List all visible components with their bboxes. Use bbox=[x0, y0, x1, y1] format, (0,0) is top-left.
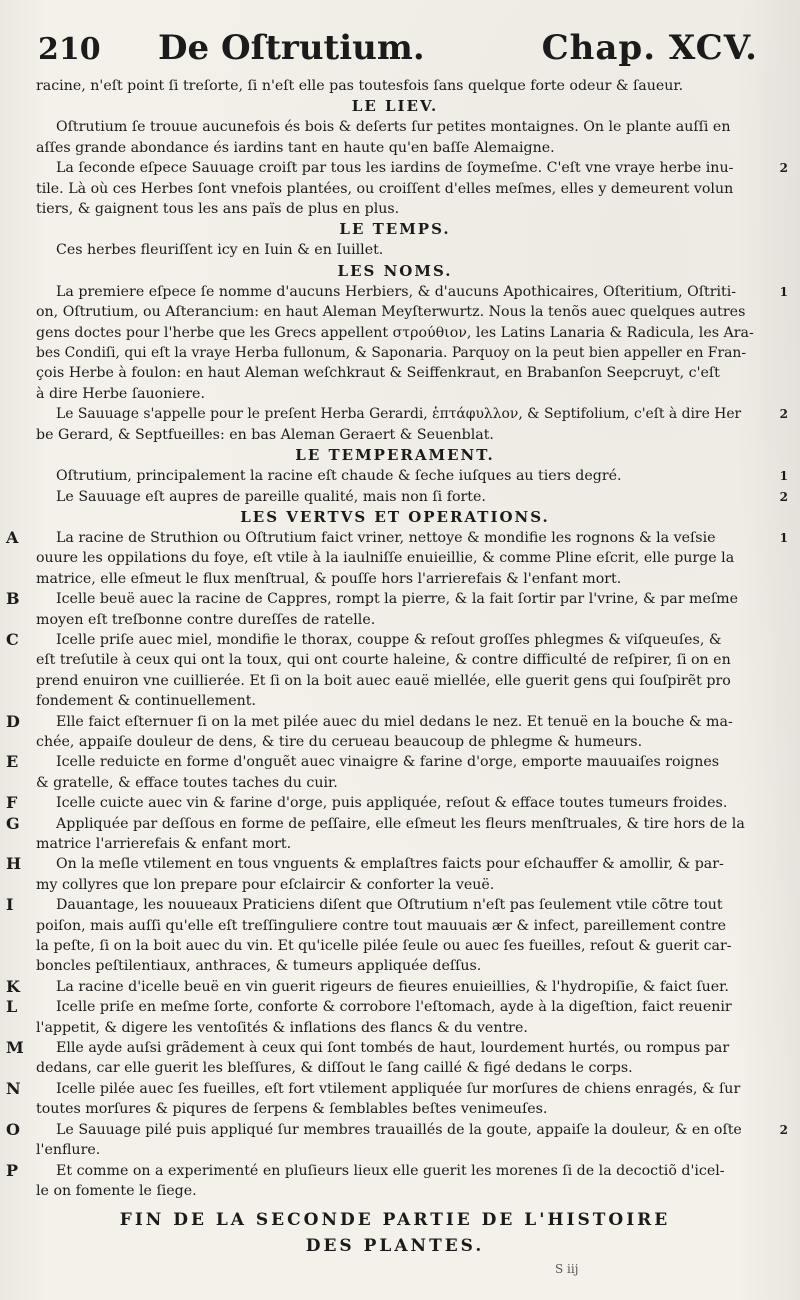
paragraph-letter: L bbox=[6, 997, 18, 1017]
text-line: tile. Là où ces Herbes ſont vnefois plantées, ou croiſſent d'elles meſmes, elles y demeurent volun bbox=[36, 180, 734, 197]
paragraph-k bbox=[6, 976, 754, 997]
text-line: chée, appaiſe douleur de dens, & tire du cerueau beaucoup de phlegme & humeurs. bbox=[36, 733, 643, 750]
closing-line-2: DES PLANTES. bbox=[305, 1236, 485, 1257]
text-line: dedans, car elle guerit les bleſſures, & diſſout le ſang caillé & figé dedans le corps. bbox=[36, 1060, 633, 1077]
page-number: 210 bbox=[38, 32, 101, 67]
section-heading-temps: LE TEMPS. bbox=[339, 220, 451, 239]
margin-number: 2 bbox=[779, 407, 788, 422]
text-line: bes Condiſi, qui eſt la vraye Herba fullonum, & Saponaria. Parquoy on la peut bien appeller en Fran- bbox=[36, 345, 747, 362]
text-line: Ces herbes fleuriſſent icy en Iuin & en Iuillet. bbox=[56, 242, 384, 259]
text-line: moyen eſt treſbonne contre dureſſes de ratelle. bbox=[36, 611, 376, 628]
paragraph-g bbox=[6, 813, 754, 855]
text-line: La premiere eſpece ſe nomme d'aucuns Herbiers, & d'aucuns Apothicaires, Oſteritium, Oſtriti- bbox=[56, 283, 737, 300]
margin-number: 2 bbox=[779, 161, 788, 176]
text-line: Icelle pilée auec ſes fueilles, eſt fort vtilement appliquée ſur morſures de chiens enragés, & ſur bbox=[56, 1080, 741, 1097]
running-title: De Oſtrutium. bbox=[158, 28, 425, 68]
paragraph-letter: P bbox=[6, 1160, 19, 1180]
paragraph-letter: H bbox=[6, 854, 22, 874]
signature-mark: S iij bbox=[555, 1262, 579, 1276]
text-line: Le Sauuage s'appelle pour le preſent Herba Gerardi, ἑπτάφυλλον, & Septifolium, c'eſt à dire Her bbox=[56, 406, 742, 423]
paragraph-letter: E bbox=[6, 752, 19, 772]
page-header bbox=[38, 28, 758, 72]
text-line: gens doctes pour l'herbe que les Grecs appellent στρούθιον, les Latins Lanaria & Radicula, les Ara- bbox=[36, 324, 754, 341]
text-line: my collyres que lon prepare pour eſclaircir & conforter la veuë. bbox=[36, 876, 495, 893]
paragraph-letter: G bbox=[6, 813, 20, 833]
text-line: matrice l'arrierefais & enfant mort. bbox=[36, 836, 292, 852]
text-line: matrice, elle eſmeut le flux menſtrual, & pouſſe hors l'arrierefais & l'enfant mort. bbox=[36, 570, 622, 587]
text-line: Oſtrutium, principalement la racine eſt chaude & ſeche iuſques au tiers degré. bbox=[56, 468, 622, 485]
text-line: Icelle cuicte auec vin & farine d'orge, puis appliquée, reſout & efface toutes tumeurs froides. bbox=[56, 795, 728, 812]
text-line: & gratelle, & efface toutes taches du cuir. bbox=[36, 774, 338, 791]
text-line: eſt treſutile à ceux qui ont la toux, qui ont courte haleine, & contre difficulté de reſpirer, ſi on en bbox=[36, 652, 731, 669]
section-heading-lieu: LE LIEV. bbox=[351, 97, 439, 116]
text-line: On la meſle vtilement en tous vnguents & emplaſtres faicts pour eſchauffer & amollir, & par- bbox=[56, 856, 724, 873]
paragraph-n bbox=[6, 1078, 754, 1120]
text-line: Icelle reduicte en forme d'onguẽt auec vinaigre & farine d'orge, emporte mauuaiſes roignes bbox=[56, 754, 720, 771]
text-line: Elle faict eſternuer ſi on la met pilée auec du miel dedans le nez. Et tenuë en la bouche & ma- bbox=[56, 713, 733, 730]
margin-number: 2 bbox=[779, 489, 788, 504]
section-heading-vertus: LES VERTVS ET OPERATIONS. bbox=[240, 507, 550, 526]
paragraph-letter: O bbox=[6, 1119, 20, 1139]
text-line: on, Oſtrutium, ou Aſterancium: en haut Aleman Meyſterwurtz. Nous la tenõs auec quelques autres bbox=[36, 304, 746, 321]
paragraph-h bbox=[6, 854, 754, 895]
paragraph-e bbox=[6, 752, 754, 793]
paragraph-l bbox=[6, 997, 754, 1038]
paragraph-d bbox=[6, 711, 754, 753]
text-line: boncles peſtilentiaux, anthraces, & tumeurs appliquée deſſus. bbox=[36, 958, 482, 975]
paragraph-m bbox=[6, 1038, 754, 1079]
margin-number: 2 bbox=[779, 1122, 788, 1137]
paragraph-p bbox=[6, 1160, 754, 1202]
paragraph-letter: K bbox=[6, 976, 20, 996]
text-line: l'appetit, & digere les ventoſités & inflations des flancs & du ventre. bbox=[36, 1019, 528, 1036]
text-line: Icelle priſe auec miel, mondifie le thorax, couppe & reſout groſſes phlegmes & viſqueuſes, & bbox=[56, 631, 722, 648]
section-heading-noms: LES NOMS. bbox=[337, 261, 453, 280]
text-line: Le Sauuage eſt aupres de pareille qualité, mais non ſi forte. bbox=[56, 488, 486, 505]
paragraph-letter: D bbox=[6, 711, 20, 731]
text-line: Oſtrutium ſe trouue aucunefois és bois & deſerts ſur petites montaignes. On le plante auſſi en bbox=[56, 119, 731, 136]
paragraph-b bbox=[6, 589, 754, 630]
text-line: La racine de Struthion ou Oſtrutium faict vriner, nettoye & mondifie les rognons & la veſsie bbox=[56, 529, 716, 546]
paragraph-letter: A bbox=[6, 527, 19, 547]
page-body bbox=[6, 76, 788, 1259]
text-line: Elle ayde auſsi grãdement à ceux qui ſont tombés de haut, lourdement hurtés, ou rompus par bbox=[56, 1040, 730, 1057]
text-line: Icelle beuë auec la racine de Cappres, rompt la pierre, & la fait ſortir par l'vrine, & par meſme bbox=[56, 591, 738, 608]
paragraph-a bbox=[6, 527, 788, 589]
text-line: ouure les oppilations du foye, eſt vtile à la iaulniſſe enuieillie, & comme Pline eſcrit, elle purge la bbox=[36, 550, 735, 567]
paragraph-letter: M bbox=[6, 1038, 24, 1058]
intro-line: racine, n'eſt point ſi treſorte, ſi n'eſt elle pas toutesfois ſans quelque forte odeur & ſaueur. bbox=[36, 78, 684, 94]
closing-line-1: FIN DE LA SECONDE PARTIE DE L'HISTOIRE bbox=[119, 1210, 671, 1231]
paragraph-letter: F bbox=[6, 793, 18, 813]
paragraph-o bbox=[6, 1119, 788, 1161]
section-heading-temperament: LE TEMPERAMENT. bbox=[295, 446, 495, 465]
text-line: la peſte, ſi on la boit auec du vin. Et qu'icelle pilée ſeule ou auec ſes fueilles, reſout & guerit car- bbox=[36, 938, 732, 955]
text-line: La racine d'icelle beuë en vin guerit rigeurs de fieures enuieillies, & l'hydropiſie, & faict ſuer. bbox=[56, 978, 729, 995]
text-line: Le Sauuage pilé puis appliqué ſur membres trauaillés de la goute, appaiſe la douleur, & en oſte bbox=[56, 1121, 742, 1138]
margin-number: 1 bbox=[779, 530, 788, 545]
paragraph-letter: N bbox=[6, 1078, 21, 1098]
text-line: La ſeconde eſpece Sauuage croiſt par tous les iardins de ſoymeſme. C'eſt vne vraye herbe inu- bbox=[56, 160, 734, 177]
text-line: prend enuiron vne cuillierée. Et ſi on la boit auec eauë miellée, elle guerit gens qui ſouſpirẽt pro bbox=[36, 672, 731, 689]
margin-number: 1 bbox=[779, 469, 788, 484]
text-line: à dire Herbe ſauoniere. bbox=[36, 385, 205, 402]
text-line: aſſes grande abondance és iardins tant en haute qu'en baſſe Alemaigne. bbox=[36, 139, 555, 156]
paragraph-letter: B bbox=[6, 589, 20, 609]
text-line: Icelle priſe en meſme ſorte, conforte & corrobore l'eſtomach, ayde à la digeſtion, faict reuenir bbox=[56, 999, 732, 1016]
paragraph-i bbox=[6, 895, 754, 977]
paragraph-c bbox=[6, 629, 754, 712]
text-line: poiſon, mais auſſi qu'elle eſt treſſinguliere contre tout mauuais ær & infect, pareillement contre bbox=[36, 917, 727, 934]
text-line: le on fomente le ſiege. bbox=[36, 1182, 197, 1199]
text-line: Dauantage, les nouueaux Praticiens diſent que Oſtrutium n'eſt pas ſeulement vtile cõtre tout bbox=[56, 897, 723, 914]
text-line: toutes morſures & piqures de ſerpens & ſemblables beſtes venimeuſes. bbox=[36, 1101, 548, 1118]
text-line: fondement & continuellement. bbox=[36, 693, 256, 710]
text-line: Et comme on a experimenté en pluſieurs lieux elle guerit les morenes ſi de la decoctiõ d'icel- bbox=[56, 1162, 725, 1179]
text-line: tiers, & gaignent tous les ans païs de plus en plus. bbox=[36, 201, 400, 218]
paragraph-f bbox=[6, 793, 754, 813]
paragraph-letter: C bbox=[6, 629, 19, 649]
chapter-label: Chap. XCV. bbox=[541, 28, 758, 68]
paragraph-letter: I bbox=[6, 895, 14, 915]
text-line: Appliquée par deſſous en forme de peſſaire, elle eſmeut les fleurs menſtruales, & tire hors de la bbox=[56, 815, 745, 832]
margin-number: 1 bbox=[779, 284, 788, 299]
text-line: çois Herbe à foulon: en haut Aleman weſchkraut & Seiffenkraut, en Brabanſon Seepcruyt, c'eſt bbox=[36, 365, 720, 382]
text-line: l'enflure. bbox=[36, 1142, 101, 1159]
text-line: be Gerard, & Septfueilles: en bas Aleman Geraert & Seuenblat. bbox=[36, 426, 494, 443]
